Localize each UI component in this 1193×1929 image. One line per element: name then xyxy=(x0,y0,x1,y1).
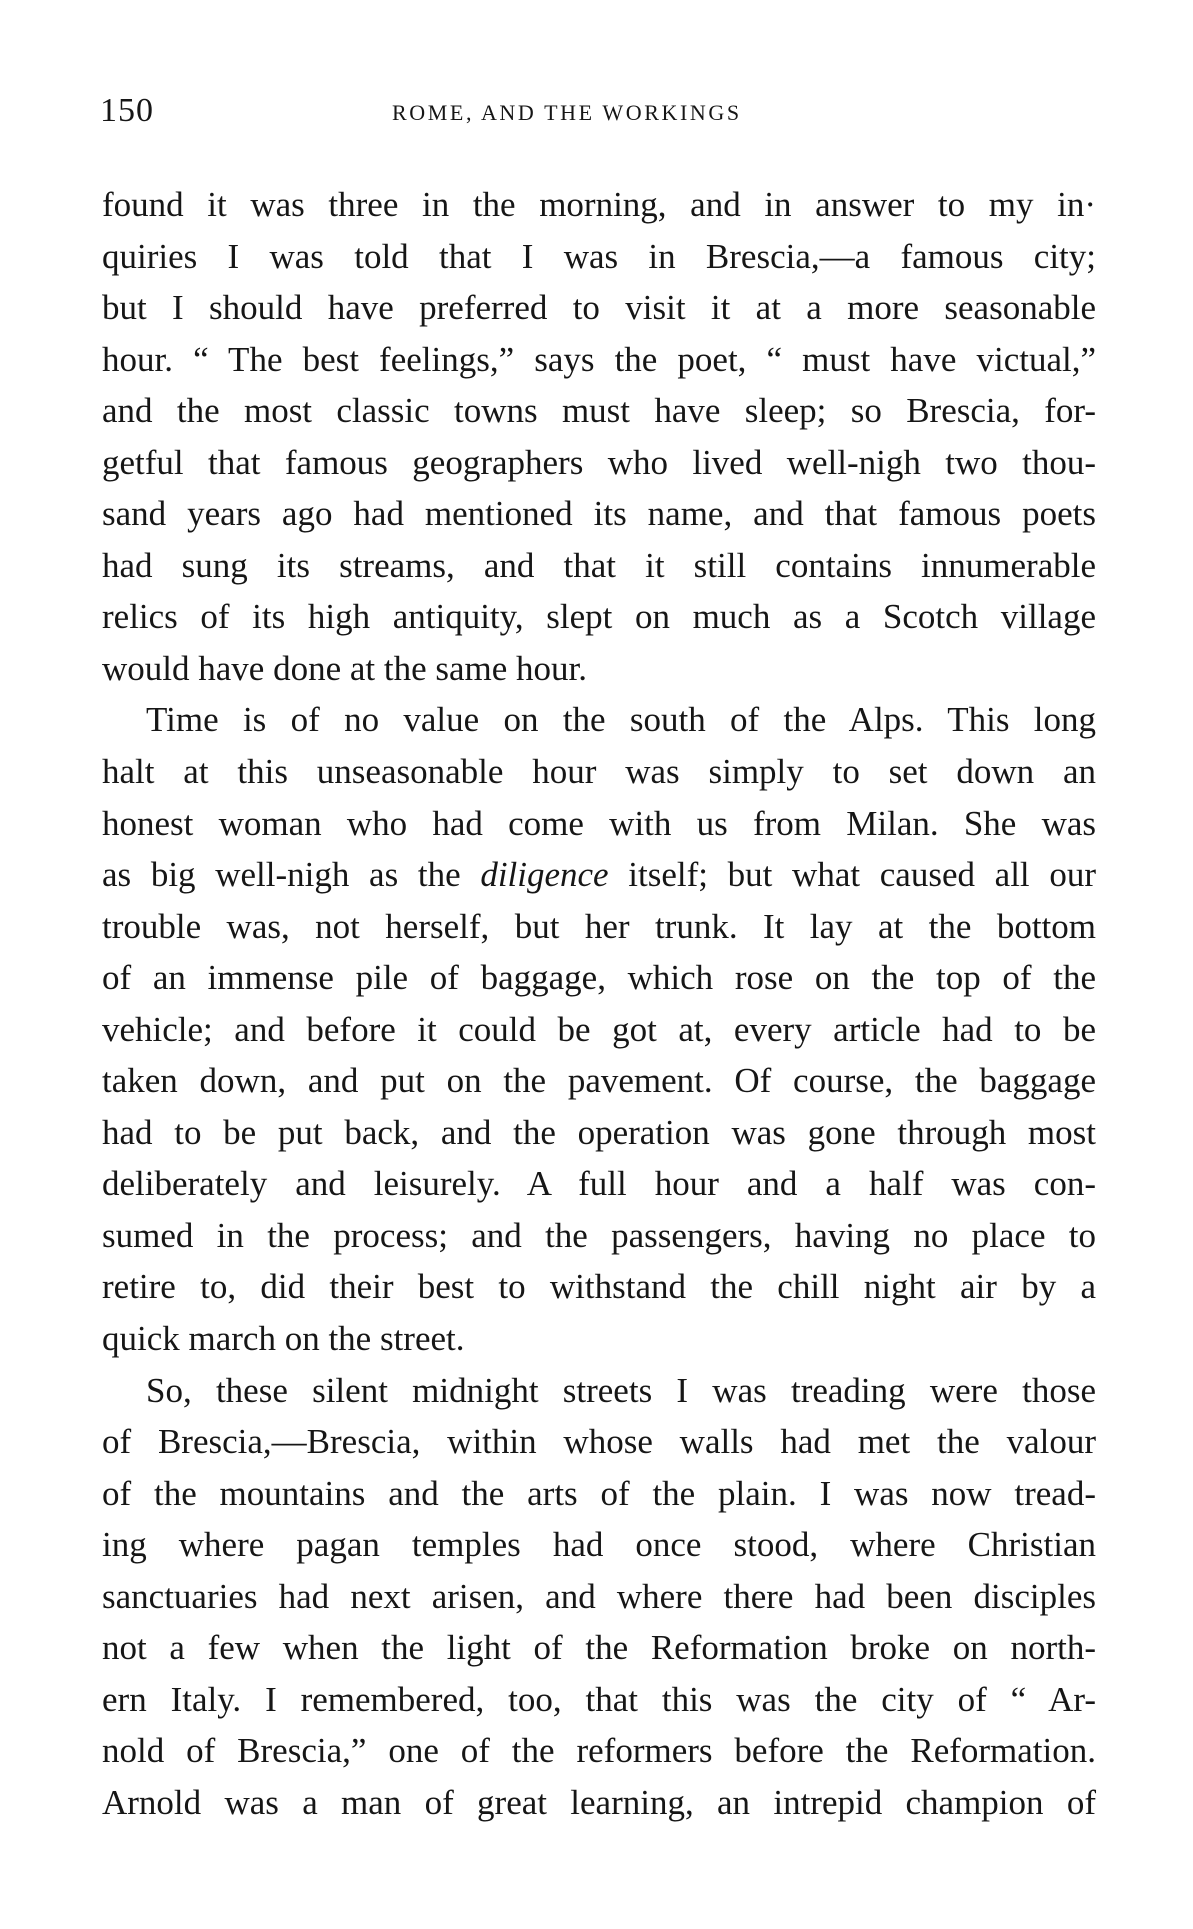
paragraph-first-line: So, these silent midnight streets I was treading were those xyxy=(146,1370,1096,1410)
text-line: Arnold was a man of great learning, an intrepid champion of xyxy=(102,1782,1096,1822)
text-line: honest woman who had come with us from Milan. She was xyxy=(102,803,1096,843)
text-line: hour. “ The best feelings,” says the poet, “ must have victual,” xyxy=(102,339,1096,379)
text-line: retire to, did their best to withstand the chill night air by a xyxy=(102,1267,1096,1307)
text-line: found it was three in the morning, and in answer to my in· xyxy=(102,185,1096,224)
text-line: relics of its high antiquity, slept on much as a Scotch village xyxy=(102,597,1096,637)
paragraph-end-line: would have done at the same hour. xyxy=(102,648,588,688)
paragraph-end-line: quick march on the street. xyxy=(102,1319,465,1359)
line-segment: as big well-nigh as the xyxy=(102,855,481,895)
italic-word: diligence xyxy=(480,855,609,895)
text-line: quiries I was told that I was in Brescia,—a famous city; xyxy=(102,236,1096,276)
text-line: vehicle; and before it could be got at, every article had to be xyxy=(102,1009,1096,1049)
text-line: of the mountains and the arts of the plain. I was now tread- xyxy=(102,1473,1096,1513)
running-title: ROME, AND THE WORKINGS xyxy=(392,100,742,125)
text-line: taken down, and put on the pavement. Of course, the baggage xyxy=(102,1061,1096,1101)
page-number: 150 xyxy=(100,92,154,129)
running-head xyxy=(100,92,1100,132)
line-segment: itself; but what caused all our xyxy=(608,855,1096,895)
text-line: ing where pagan temples had once stood, where Christian xyxy=(102,1525,1096,1565)
body-text xyxy=(102,179,1096,1829)
text-line: not a few when the light of the Reformation broke on north- xyxy=(102,1628,1096,1668)
text-line: had to be put back, and the operation was gone through most xyxy=(102,1112,1096,1152)
text-line: sumed in the process; and the passengers, having no place to xyxy=(102,1215,1096,1255)
text-line: halt at this unseasonable hour was simply to set down an xyxy=(102,752,1096,792)
text-line: getful that famous geographers who lived well-nigh two thou- xyxy=(102,442,1096,482)
text-line: nold of Brescia,” one of the reformers before the Reformation. xyxy=(102,1731,1096,1771)
text-line: deliberately and leisurely. A full hour and a half was con- xyxy=(102,1164,1096,1204)
text-line: sand years ago had mentioned its name, and that famous poets xyxy=(102,494,1096,534)
text-line: of Brescia,—Brescia, within whose walls had met the valour xyxy=(102,1422,1096,1462)
text-line: and the most classic towns must have sleep; so Brescia, for- xyxy=(102,391,1096,431)
text-line: trouble was, not herself, but her trunk. It lay at the bottom xyxy=(102,906,1096,946)
text-line: ern Italy. I remembered, too, that this was the city of “ Ar- xyxy=(102,1679,1096,1719)
text-line: of an immense pile of baggage, which rose on the top of the xyxy=(102,958,1096,998)
text-line: but I should have preferred to visit it at a more seasonable xyxy=(102,288,1096,328)
paragraph-first-line: Time is of no value on the south of the Alps. This long xyxy=(146,700,1096,740)
text-line: had sung its streams, and that it still contains innumerable xyxy=(102,545,1096,585)
text-line-with-italic xyxy=(102,849,1096,901)
text-line: sanctuaries had next arisen, and where there had been disciples xyxy=(102,1576,1096,1616)
